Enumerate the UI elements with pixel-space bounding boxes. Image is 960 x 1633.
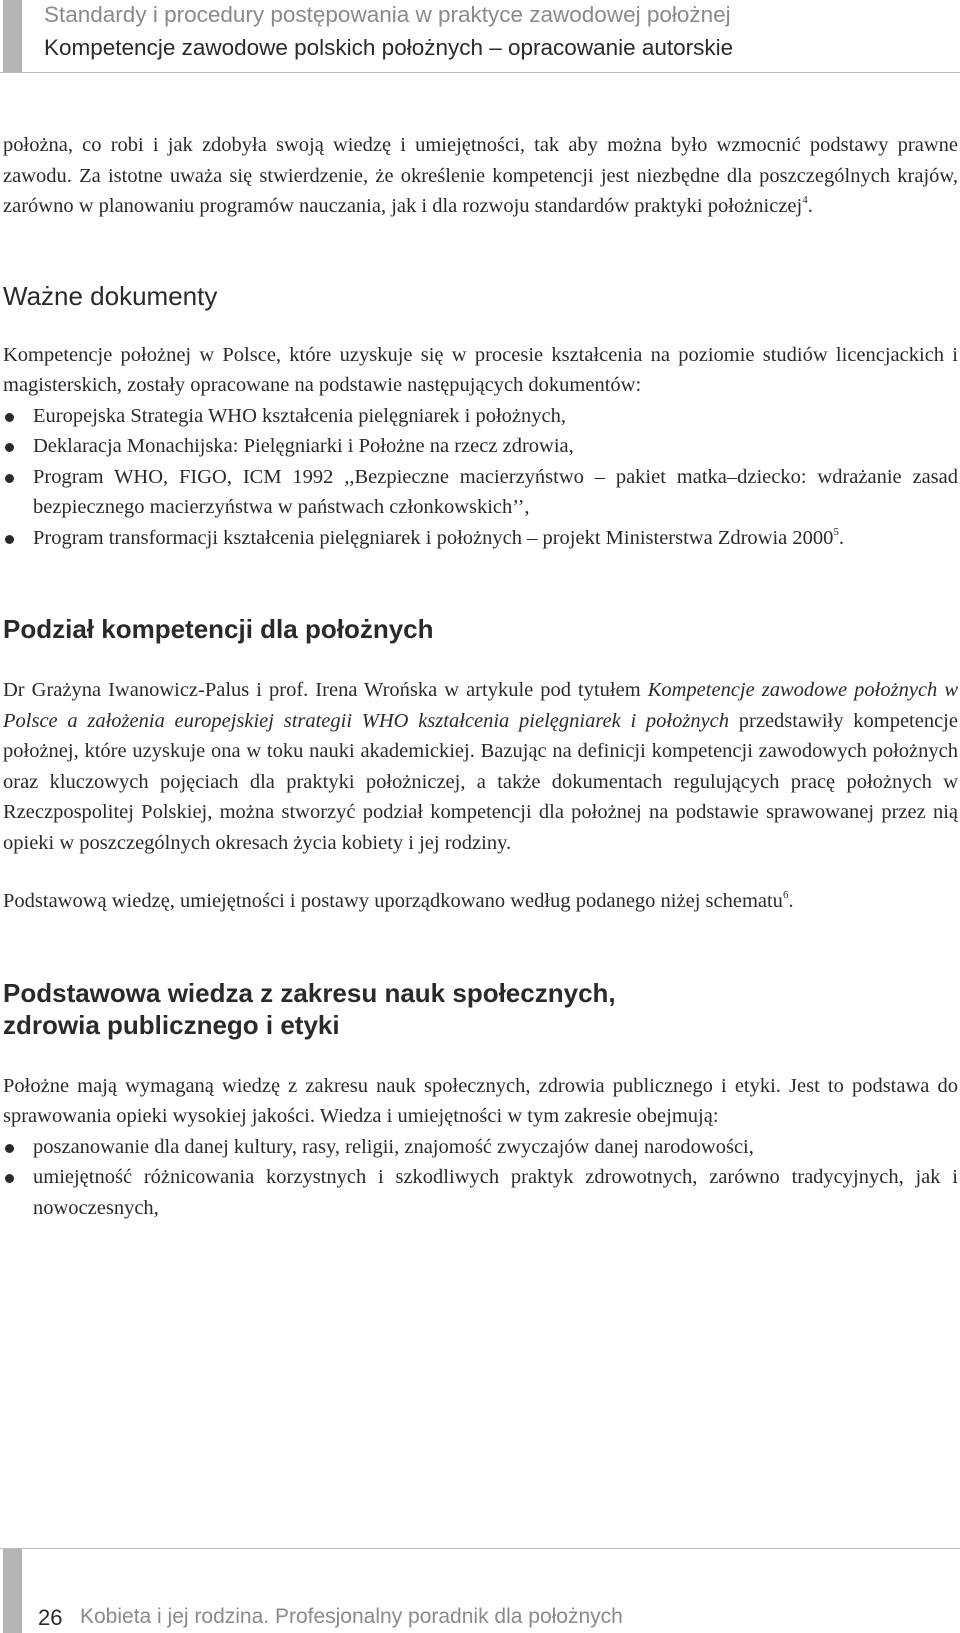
list-item-end: .: [838, 526, 845, 549]
book-title: Kobieta i jej rodzina. Profesjonalny poradnik dla położnych: [80, 1605, 623, 1628]
list-item-text: poszanowanie dla danej kultury, rasy, religii, znajomość zwyczajów danej narodowości,: [33, 1135, 754, 1158]
bullet-icon: [5, 1144, 14, 1153]
section-heading-competence-division: Podział kompetencji dla położnych: [3, 614, 434, 644]
intro-paragraph: [3, 130, 958, 222]
bullet-icon: [5, 443, 14, 452]
list-item-text: Program WHO, FIGO, ICM 1992 ,,Bezpieczne macierzyństwo – pakiet matka–dziecko: wdrażanie zasad bezpiecznego macierzyństwa w państwach członkowskich’’,: [33, 465, 958, 518]
footer-accent-bar: [3, 1549, 22, 1633]
footnote-ref: 5: [833, 525, 839, 538]
documents-list: [3, 401, 958, 554]
list-item-text: umiejętność różnicowania korzystnych i szkodliwych praktyk zdrowotnych, zarówno tradycyjnych, jak i nowoczesnych,: [33, 1166, 958, 1219]
article-title: Kompetencje zawodowe położnych w Polsce a założenia europejskiej strategii WHO kształcenia pielęgniarek i położnych: [3, 679, 958, 732]
list-item-text: Program transformacji kształcenia pielęgniarek i położnych – projekt Ministerstwa Zdrowia 2000: [33, 526, 834, 549]
competence-paragraph: [3, 675, 958, 858]
section-heading-basic-knowledge: [3, 977, 958, 1041]
header-series-title: Standardy i procedury postępowania w praktyce zawodowej położnej: [44, 2, 731, 27]
page-number: 26: [38, 1605, 63, 1630]
list-item: [3, 401, 958, 432]
list-item-text: Deklaracja Monachijska: Pielęgniarki i Położne na rzecz zdrowia,: [33, 435, 574, 457]
list-item: [3, 1132, 958, 1163]
header-chapter-title: Kompetencje zawodowe polskich położnych – opracowanie autorskie: [44, 35, 734, 60]
paragraph-text: Podstawową wiedzę, umiejętności i postawy uporządkowano według podanego niżej schematu: [3, 890, 783, 912]
schema-paragraph: [3, 886, 958, 917]
paragraph-text: Dr Grażyna Iwanowicz-Palus i prof. Irena Wrońska w artykule pod tytułem: [3, 679, 648, 701]
header-accent-bar: [3, 0, 22, 72]
list-item: [3, 431, 958, 462]
knowledge-list: [3, 1132, 958, 1224]
footnote-ref: 6: [782, 889, 789, 901]
intro-end: .: [807, 195, 813, 217]
list-item: [3, 523, 958, 554]
list-item: [3, 1162, 958, 1223]
intro-text: położna, co robi i jak zdobyła swoją wiedzę i umiejętności, tak aby można było wzmocnić podstawy prawne zawodu. Za istotne uważa się stwierdzenie, że określenie kompetencji jest niezbędne dla poszczególnych krajów, zarówno w planowaniu programów nauczania, jak i dla rozwoju standardów praktyki położniczej: [3, 134, 958, 217]
bullet-icon: [5, 1174, 14, 1183]
paragraph-text: przedstawiły kompetencje położnej, które uzyskuje ona w toku nauki akademickiej. Bazując na definicji kompetencji zawodowych położnych oraz kluczowych pojęciach dla praktyki położniczej, a także dokumentach regulujących pracę położnych w Rzeczpospolitej Polskiej, można stworzyć podział kompetencji dla położnej na podstawie sprawowanej przez nią opieki w poszczególnych okresach życia kobiety i jej rodziny.: [3, 709, 958, 854]
bullet-icon: [5, 535, 14, 544]
bullet-icon: [5, 474, 14, 483]
list-item-text: Europejska Strategia WHO kształcenia pielęgniarek i położnych,: [33, 404, 566, 427]
paragraph-end: .: [788, 890, 794, 912]
knowledge-paragraph: Położne mają wymaganą wiedzę z zakresu nauk społecznych, zdrowia publicznego i etyki. Jest to podstawa do sprawowania opieki wysokiej jakości. Wiedza i umiejętności w tym zakresie obejmują:: [3, 1074, 958, 1127]
running-footer: [0, 1548, 960, 1633]
footnote-ref: 4: [802, 194, 808, 206]
section-heading-documents: Ważne dokumenty: [3, 280, 218, 311]
list-item: [3, 462, 958, 523]
running-header: [0, 0, 960, 73]
heading-line: zdrowia publicznego i etyki: [3, 1009, 340, 1040]
page-body: [3, 130, 958, 1223]
bullet-icon: [5, 413, 14, 422]
documents-paragraph: Kompetencje położnej w Polsce, które uzyskuje się w procesie kształcenia na poziomie studiów licencjackich i magisterskich, zostały opracowane na podstawie następujących dokumentów:: [3, 343, 958, 396]
heading-line: Podstawowa wiedza z zakresu nauk społecznych,: [3, 977, 616, 1008]
